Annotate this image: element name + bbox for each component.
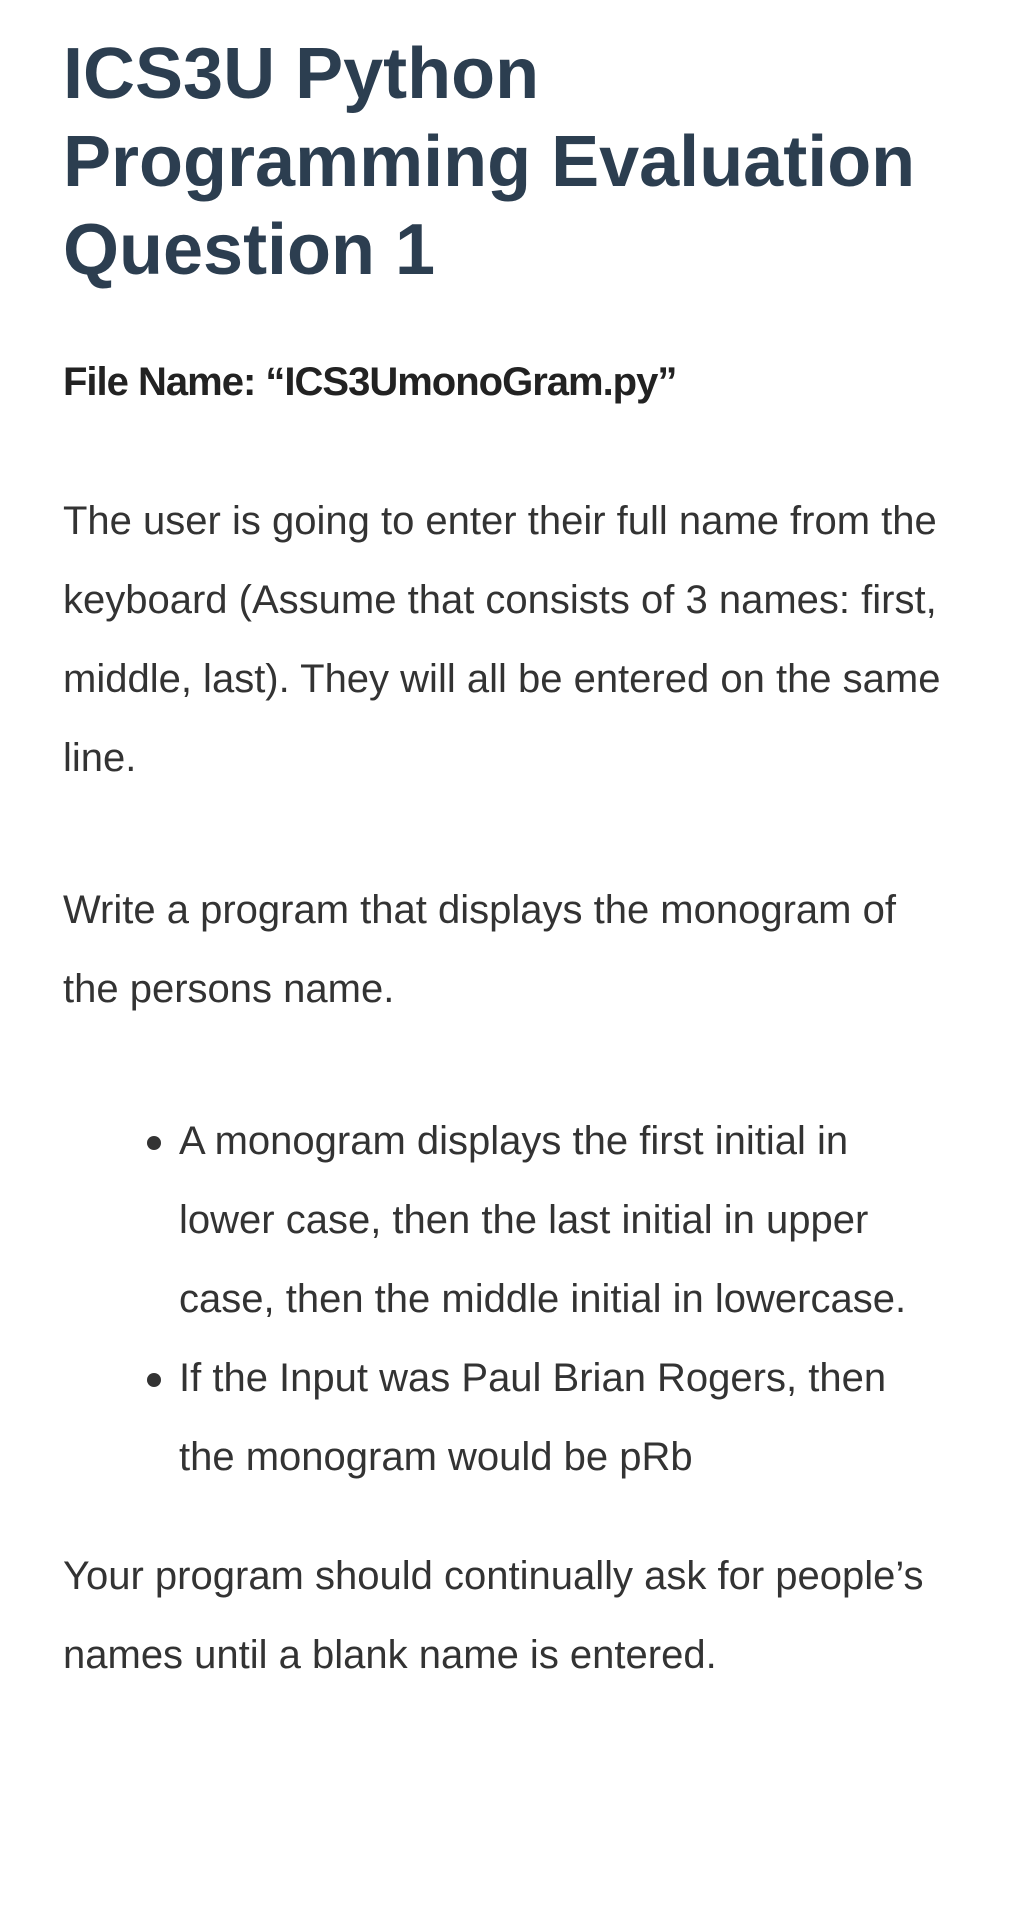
requirements-list bbox=[63, 1102, 943, 1497]
document-page bbox=[63, 0, 943, 1695]
page-title: ICS3U Python Programming Evaluation Question 1 bbox=[63, 34, 916, 290]
list-item-text: A monogram displays the first initial in lower case, then the last initial in upper case, then the middle initial in lowercase. bbox=[179, 1119, 907, 1321]
paragraph-task: Write a program that displays the monogram of the persons name. bbox=[63, 888, 896, 1011]
list-item-text: If the Input was Paul Brian Rogers, then the monogram would be pRb bbox=[179, 1356, 887, 1479]
paragraph-closing: Your program should continually ask for people’s names until a blank name is entered. bbox=[63, 1554, 924, 1677]
file-name-label: File Name: “ICS3UmonoGram.py” bbox=[63, 360, 677, 404]
bullet-icon bbox=[147, 1373, 161, 1387]
list-item bbox=[179, 1339, 943, 1497]
list-item bbox=[179, 1102, 943, 1339]
bullet-icon bbox=[147, 1136, 161, 1150]
paragraph-intro: The user is going to enter their full name from the keyboard (Assume that consists of 3 names: first, middle, last). They will all be entered on the same line. bbox=[63, 499, 941, 780]
